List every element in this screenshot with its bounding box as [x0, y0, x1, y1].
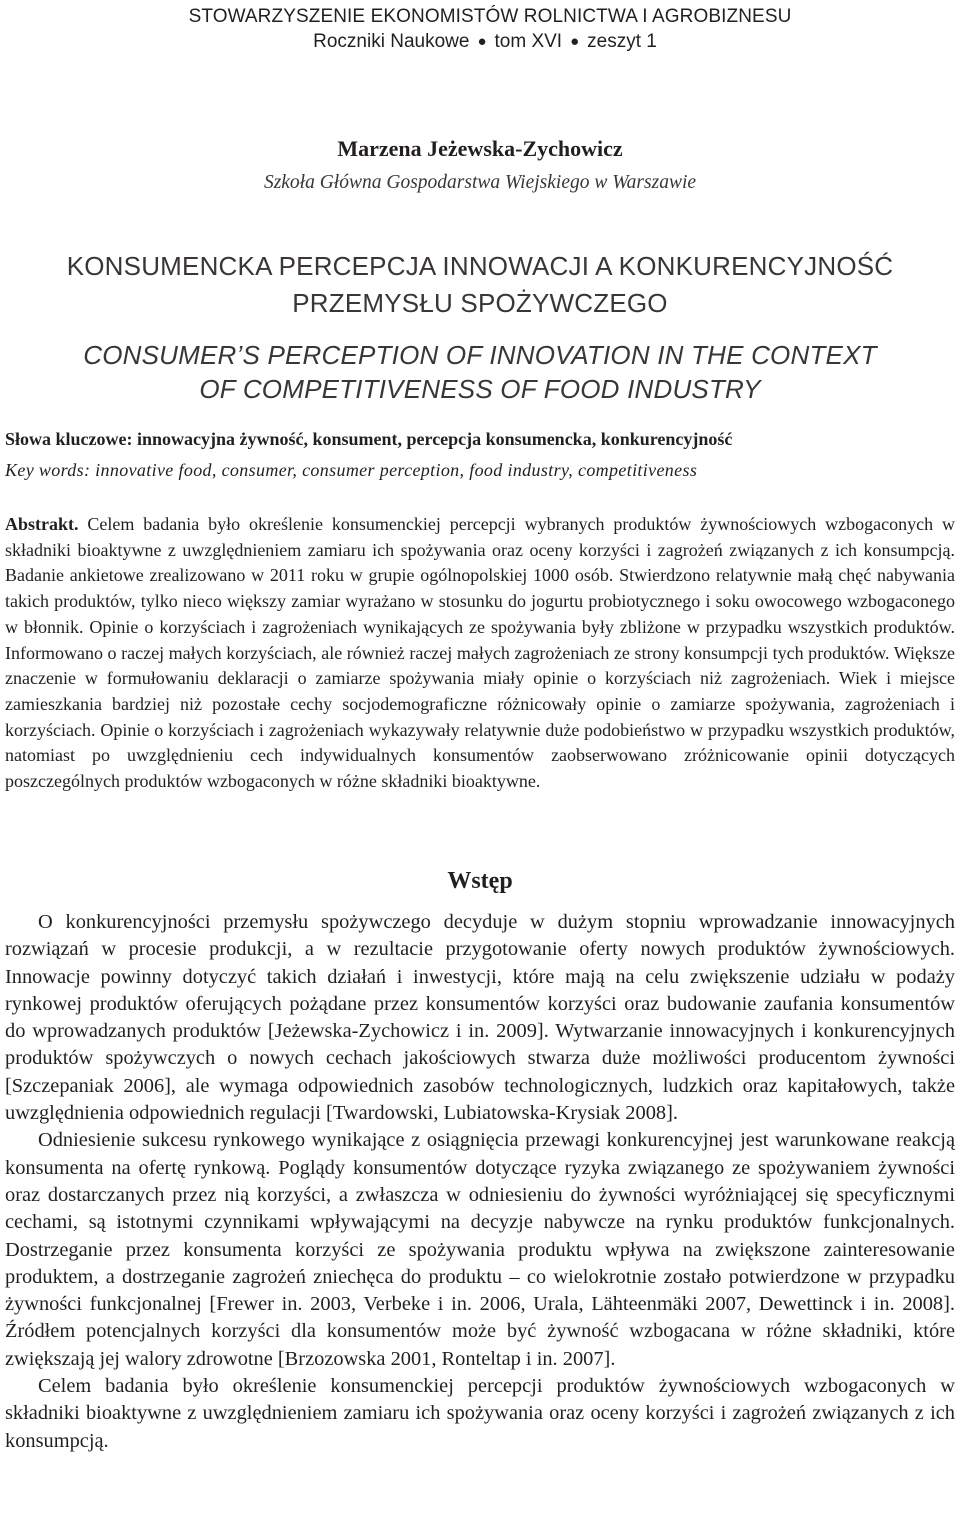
body-paragraph: O konkurencyjności przemysłu spożywczego decyduje w dużym stopniu wprowadzanie innowacyjnych rozwiązań w procesie produkcji, a w rezultacie przygotowanie oferty nowych produktów żywnościowych. Innowacje powinny dotyczyć takich działań i inwestycji, które mają na celu zwiększenie udziału w podaży rynkowej produktów oferujących pożądane przez konsumentów korzyści oraz budowanie zaufania konsumentów do wprowadzanych produktów [Jeżewska-Zychowicz i in. 2009]. Wytwarzanie innowacyjnych i konkurencyjnych produktów spożywczych o nowych cechach jakościowych stwarza duże możliwości producentom żywności [Szczepaniak 2006], ale wymaga odpowiednich zasobów technologicznych, ludzkich oraz kapitałowych, także uwzględnienia odpowiednich regulacji [Twardowski, Lubiatowska-Krysiak 2008].	[5, 911, 955, 1125]
author-affiliation: Szkoła Główna Gospodarstwa Wiejskiego w Warszawie	[263, 172, 697, 193]
title-english-line-2: OF COMPETITIVENESS OF FOOD INDUSTRY	[199, 374, 761, 404]
title-polish-line-2: PRZEMYSŁU SPOŻYWCZEGO	[292, 288, 668, 318]
body-paragraph: Odniesienie sukcesu rynkowego wynikające z osiągnięcia przewagi konkurencyjnej jest warunkowane reakcją konsumenta na ofertę rynkową. Poglądy konsumentów dotyczące ryzyka związanego ze spożywaniem żywności oraz dostarczanych przez nią korzyści, a zwłaszcza w odniesieniu do żywności wyróżniającej się specyficznymi cechami, są istotnymi czynnikami wpływającymi na decyzje nabywcze na rynku produktów funkcjonalnych. Dostrzeganie przez konsumenta korzyści ze spożywania produktu wpływa na zwiększone zainteresowanie produktem, a dostrzeganie zagrożeń zniechęca do produktu – co wielokrotnie zostało potwierdzone w przypadku żywności funkcjonalnej [Frewer in. 2003, Verbeke i in. 2006, Urala, Lähteenmäki 2007, Dewettinck i in. 2008]. Źródłem potencjalnych korzyści dla konsumentów może być żywność wzbogacana w różne składniki, które zwiększają jej walory zdrowotne [Brzozowska 2001, Ronteltap i in. 2007].	[5, 1129, 955, 1370]
journal-series-line	[0, 31, 960, 53]
series-volume: tom XVI	[494, 31, 563, 52]
title-english-line-1: CONSUMER’S PERCEPTION OF INNOVATION IN THE CONTEXT	[83, 340, 877, 370]
bullet-separator: ●	[477, 33, 487, 50]
abstract-label: Abstrakt.	[5, 514, 79, 534]
body-paragraph: Celem badania było określenie konsumenckiej percepcji produktów żywnościowych wzbogaconych w składniki bioaktywne z uwzględnieniem zamiaru ich spożywania oraz oceny korzyści i zagrożeń związanych z ich konsumpcją.	[5, 1375, 955, 1452]
abstract	[5, 512, 955, 795]
keywords-polish: Słowa kluczowe: innowacyjna żywność, konsument, percepcja konsumencka, konkurencyjność	[5, 429, 733, 449]
series-issue: zeszyt 1	[587, 31, 657, 52]
author-name: Marzena Jeżewska-Zychowicz	[337, 136, 623, 161]
bullet-separator: ●	[570, 33, 580, 50]
abstract-text: Celem badania było określenie konsumenckiej percepcji wybranych produktów żywnościowych wzbogaconych w składniki bioaktywne z uwzględnieniem zamiaru ich spożywania oraz oceny korzyści i zagrożeń związanych z ich konsumpcją. Badanie ankietowe zrealizowano w 2011 roku w grupie ogólnopolskiej 1000 osób. Stwierdzono relatywnie małą chęć nabywania takich produktów, tylko nieco większy zamiar wyrażano w stosunku do jogurtu probiotycznego i soku owocowego wzbogaconego w błonnik. Opinie o korzyściach i zagrożeniach wynikających ze spożywania były zbliżone w przypadku wszystkich produktów. Informowano o raczej małych korzyściach, ale również raczej małych zagrożeniach ze strony konsumpcji tych produktów. Większe znaczenie w formułowaniu deklaracji o zamiarze spożywania miały opinie o korzyściach niż zagrożeniach. Wiek i miejsce zamieszkania bardziej niż pozostałe cechy socjodemograficzne różnicowały opinie o zamiarze spożywania, zagrożeniach i korzyściach. Opinie o korzyściach i zagrożeniach wykazywały relatywnie duże podobieństwo w przypadku wszystkich produktów, natomiast po uwzględnieniu cech indywidualnych konsumentów zaobserwowano zróżnicowanie opinii dotyczących poszczególnych produktów wzbogaconych w różne składniki bioaktywne.	[5, 514, 956, 792]
series-name: Roczniki Naukowe	[313, 31, 470, 52]
keywords-english: Key words: innovative food, consumer, consumer perception, food industry, competitiveness	[5, 460, 698, 480]
title-english	[0, 338, 960, 406]
journal-society: STOWARZYSZENIE EKONOMISTÓW ROLNICTWA I AGROBIZNESU	[188, 6, 792, 27]
section-heading: Wstęp	[447, 868, 513, 894]
title-polish	[0, 248, 960, 322]
section-body	[5, 909, 955, 1455]
title-polish-line-1: KONSUMENCKA PERCEPCJA INNOWACJI A KONKURENCYJNOŚĆ	[66, 251, 894, 281]
